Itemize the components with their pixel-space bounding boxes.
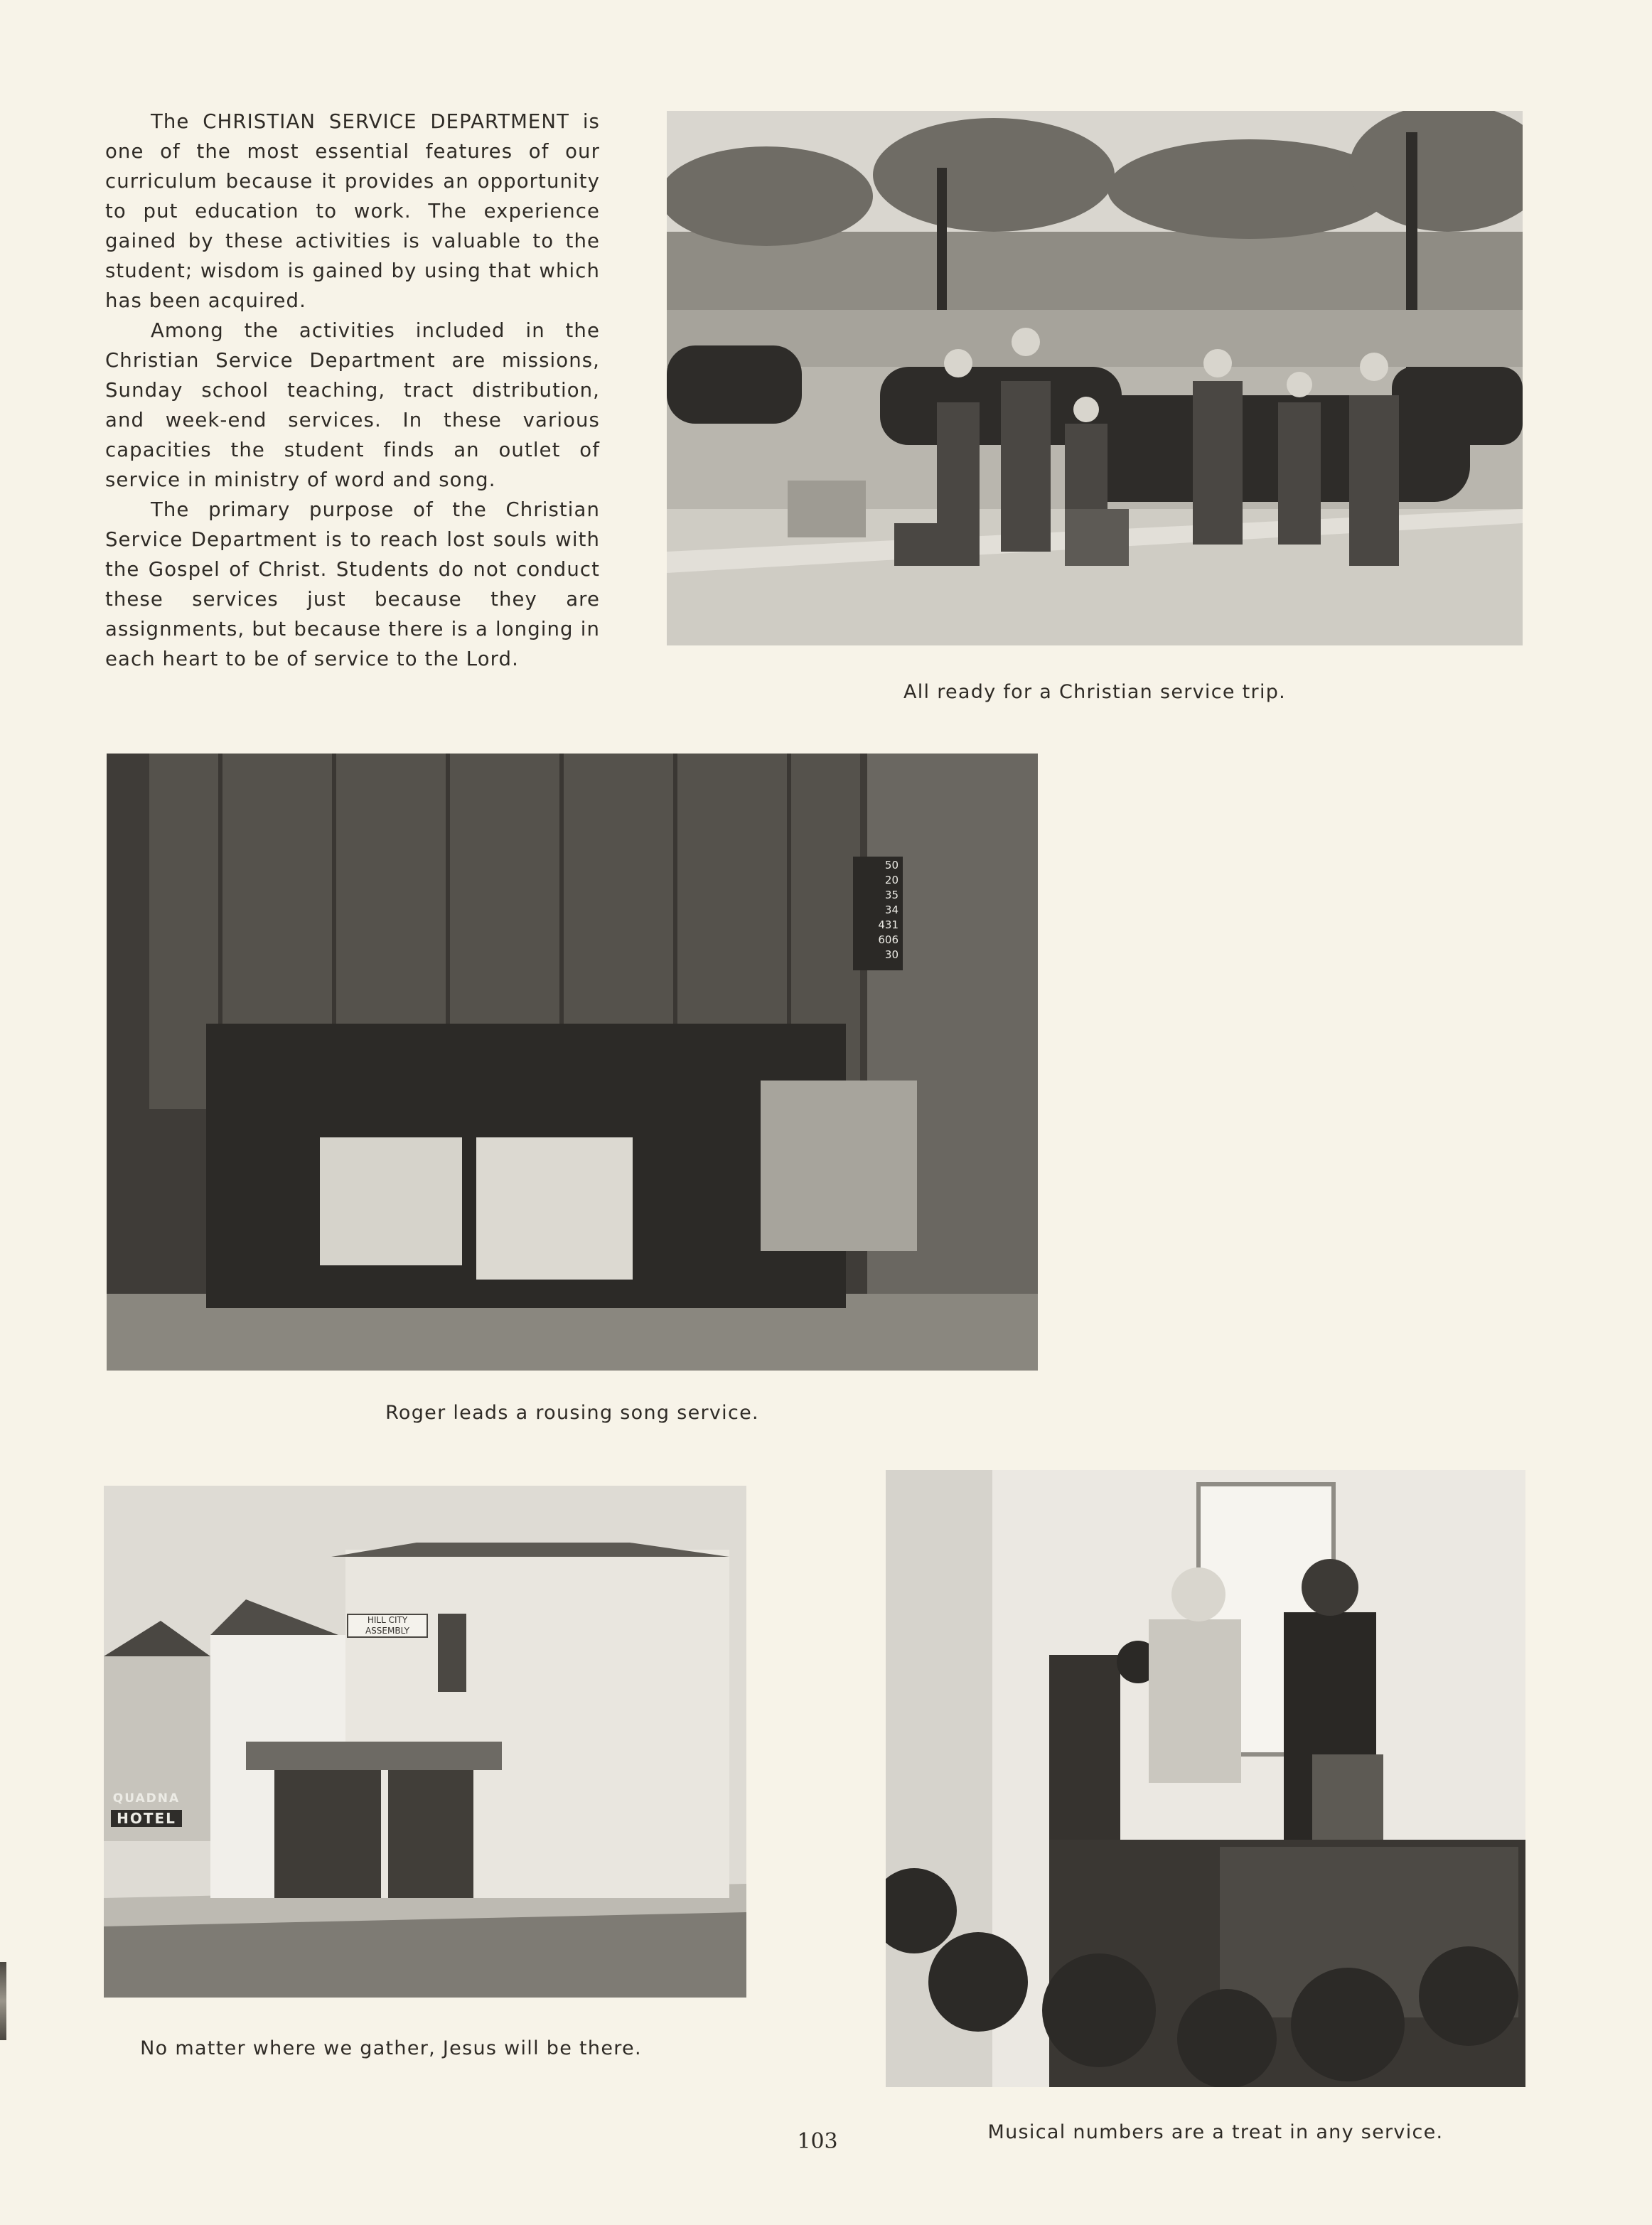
board-number: 35 bbox=[884, 889, 899, 901]
intro-text bbox=[105, 107, 600, 674]
caption-building: No matter where we gather, Jesus will be there. bbox=[140, 2037, 642, 2059]
board-number: 30 bbox=[884, 948, 899, 961]
building-sign: HILL CITY ASSEMBLY bbox=[347, 1614, 428, 1638]
board-number: 431 bbox=[878, 918, 899, 931]
intro-paragraph: The primary purpose of the Christian Service Department is to reach lost souls with the Gospel of Christ. Students do not conduct these services just because they are assignments, but because there is a longing in each heart to be of service to the Lord. bbox=[105, 498, 600, 670]
board-number: 20 bbox=[884, 874, 899, 886]
board-number: 50 bbox=[884, 859, 899, 872]
caption-song-service: Roger leads a rousing song service. bbox=[385, 1402, 759, 1424]
photo-musical-numbers bbox=[886, 1470, 1525, 2087]
intro-paragraph: Among the activities included in the Christian Service Department are missions, Sunday school teaching, tract distribution, and week-end services. In these various capacities the student finds an outlet of service in ministry of word and song. bbox=[105, 319, 600, 491]
photo-song-service bbox=[107, 754, 1038, 1371]
caption-service-trip: All ready for a Christian service trip. bbox=[903, 681, 1287, 703]
attendance-board bbox=[853, 857, 903, 970]
intro-paragraph: The CHRISTIAN SERVICE DEPARTMENT is one of the most essential features of our curriculum because it provides an opportunity to put education to work. The experience gained by these activities is valuable to the student; wisdom is gained by using that which has been acquired. bbox=[105, 110, 600, 312]
caption-musical-numbers: Musical numbers are a treat in any service. bbox=[987, 2121, 1444, 2143]
board-number: 34 bbox=[884, 904, 899, 916]
hotel-sign-top: QUADNA bbox=[112, 1791, 181, 1806]
page-number: 103 bbox=[797, 2129, 838, 2154]
hotel-sign: HOTEL bbox=[111, 1810, 182, 1827]
photo-service-trip bbox=[667, 111, 1523, 645]
page-edge-mark bbox=[0, 1962, 6, 2040]
board-number: 606 bbox=[878, 933, 899, 946]
photo-building bbox=[104, 1486, 746, 1998]
